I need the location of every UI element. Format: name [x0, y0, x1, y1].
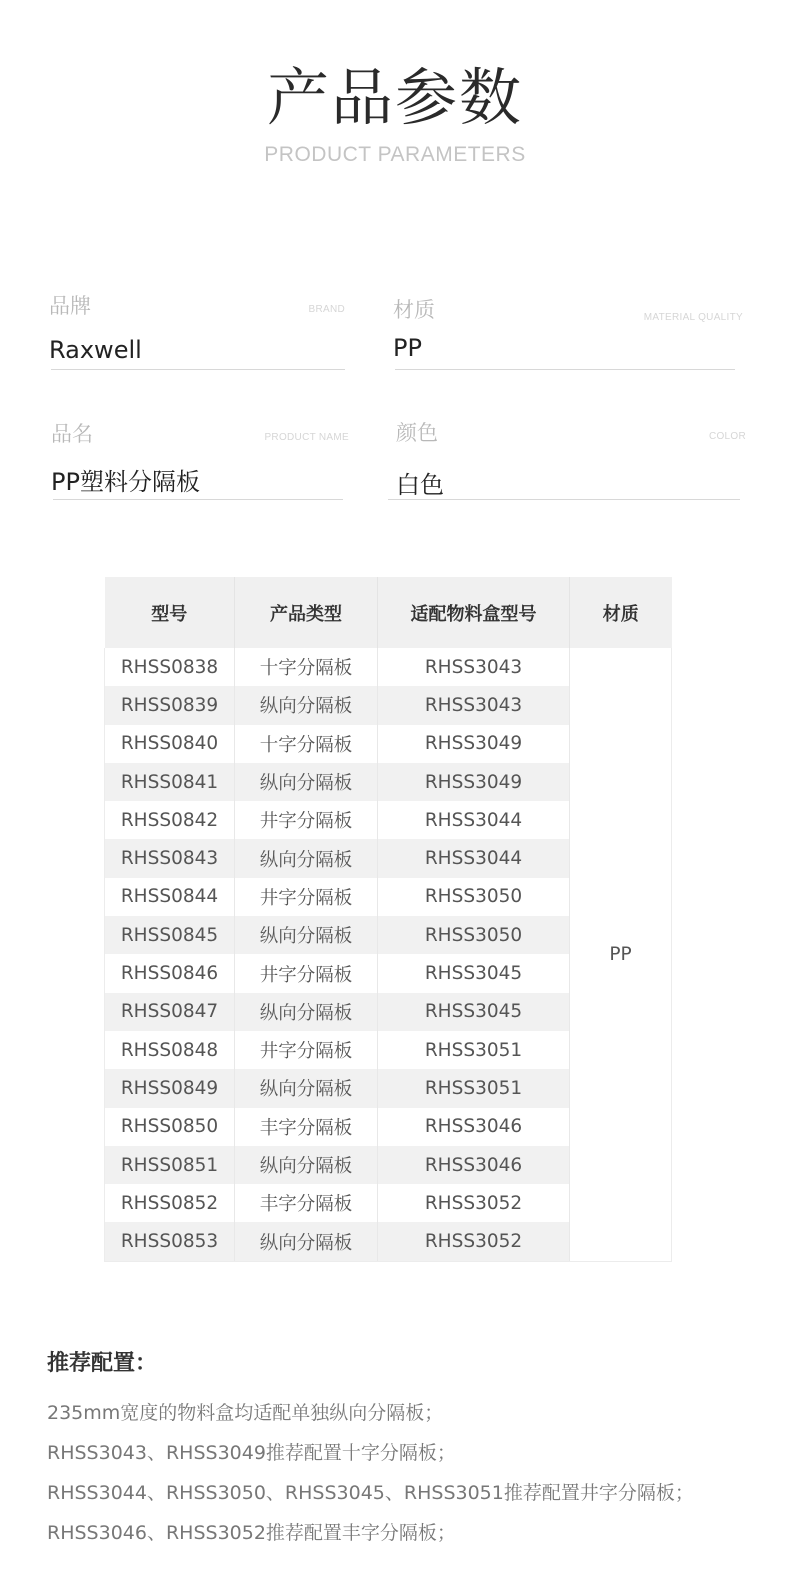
cell-model: RHSS0851 [105, 1146, 235, 1184]
cell-model: RHSS0838 [105, 648, 235, 686]
header-model: 型号 [105, 577, 235, 648]
cell-model: RHSS0840 [105, 725, 235, 763]
cell-model: RHSS0843 [105, 839, 235, 877]
cell-type: 丰字分隔板 [235, 1184, 378, 1222]
cell-model: RHSS0844 [105, 878, 235, 916]
cell-model: RHSS0849 [105, 1069, 235, 1107]
cell-type: 纵向分隔板 [235, 993, 378, 1031]
cell-type: 十字分隔板 [235, 725, 378, 763]
table-header-row [105, 577, 672, 648]
cell-box-model: RHSS3051 [378, 1031, 570, 1069]
table-row [105, 648, 672, 686]
cell-model: RHSS0842 [105, 801, 235, 839]
cell-box-model: RHSS3050 [378, 878, 570, 916]
cell-model: RHSS0853 [105, 1222, 235, 1261]
cell-type: 丰字分隔板 [235, 1108, 378, 1146]
cell-type: 井字分隔板 [235, 801, 378, 839]
spec-table [104, 577, 672, 1262]
cell-model: RHSS0848 [105, 1031, 235, 1069]
product-name-field [51, 418, 349, 502]
header-type: 产品类型 [235, 577, 378, 648]
color-label-en: COLOR [708, 431, 746, 442]
brand-label-en: BRAND [308, 304, 345, 315]
material-underline [395, 369, 735, 370]
cell-type: 纵向分隔板 [235, 763, 378, 801]
recommend-title: 推荐配置： [47, 1351, 158, 1376]
cell-type: 纵向分隔板 [235, 1146, 378, 1184]
material-label: 材质 [393, 298, 435, 322]
cell-box-model: RHSS3049 [378, 763, 570, 801]
cell-box-model: RHSS3049 [378, 725, 570, 763]
cell-box-model: RHSS3044 [378, 839, 570, 877]
cell-box-model: RHSS3052 [378, 1222, 570, 1261]
cell-box-model: RHSS3052 [378, 1184, 570, 1222]
cell-box-model: RHSS3050 [378, 916, 570, 954]
material-field [393, 294, 743, 372]
cell-material: PP [570, 648, 672, 1261]
cell-type: 十字分隔板 [235, 648, 378, 686]
page-title: 产品参数 [266, 61, 523, 134]
cell-box-model: RHSS3045 [378, 993, 570, 1031]
header-material: 材质 [570, 577, 672, 648]
color-value: 白色 [396, 471, 444, 499]
cell-model: RHSS0846 [105, 954, 235, 992]
recommend-line: RHSS3044、RHSS3050、RHSS3045、RHSS3051推荐配置井字分隔板； [47, 1482, 694, 1504]
cell-box-model: RHSS3043 [378, 686, 570, 724]
cell-box-model: RHSS3043 [378, 648, 570, 686]
color-label: 颜色 [396, 421, 438, 445]
cell-type: 纵向分隔板 [235, 916, 378, 954]
header-box-model: 适配物料盒型号 [378, 577, 570, 648]
cell-box-model: RHSS3046 [378, 1108, 570, 1146]
recommend-line: 235mm宽度的物料盒均适配单独纵向分隔板； [47, 1402, 444, 1424]
product-name-value: PP塑料分隔板 [51, 468, 200, 496]
cell-box-model: RHSS3045 [378, 954, 570, 992]
product-name-label: 品名 [51, 422, 93, 446]
cell-box-model: RHSS3044 [378, 801, 570, 839]
recommend-line: RHSS3046、RHSS3052推荐配置丰字分隔板； [47, 1522, 456, 1544]
material-label-en: MATERIAL QUALITY [643, 312, 743, 323]
brand-underline [51, 369, 345, 370]
recommend-line: RHSS3043、RHSS3049推荐配置十字分隔板； [47, 1442, 456, 1464]
cell-type: 纵向分隔板 [235, 686, 378, 724]
cell-type: 井字分隔板 [235, 1031, 378, 1069]
cell-type: 井字分隔板 [235, 954, 378, 992]
brand-field [49, 290, 345, 372]
color-underline [388, 499, 740, 500]
cell-type: 纵向分隔板 [235, 1069, 378, 1107]
page-subtitle: PRODUCT PARAMETERS [264, 143, 526, 166]
material-value: PP [393, 334, 422, 362]
cell-model: RHSS0841 [105, 763, 235, 801]
cell-model: RHSS0847 [105, 993, 235, 1031]
cell-model: RHSS0852 [105, 1184, 235, 1222]
color-field [396, 417, 746, 502]
brand-value: Raxwell [49, 336, 142, 364]
cell-type: 纵向分隔板 [235, 839, 378, 877]
product-name-underline [53, 499, 343, 500]
cell-box-model: RHSS3046 [378, 1146, 570, 1184]
cell-box-model: RHSS3051 [378, 1069, 570, 1107]
cell-model: RHSS0850 [105, 1108, 235, 1146]
cell-type: 井字分隔板 [235, 878, 378, 916]
cell-model: RHSS0845 [105, 916, 235, 954]
brand-label: 品牌 [49, 294, 91, 318]
cell-type: 纵向分隔板 [235, 1222, 378, 1261]
product-name-label-en: PRODUCT NAME [264, 432, 349, 443]
cell-model: RHSS0839 [105, 686, 235, 724]
